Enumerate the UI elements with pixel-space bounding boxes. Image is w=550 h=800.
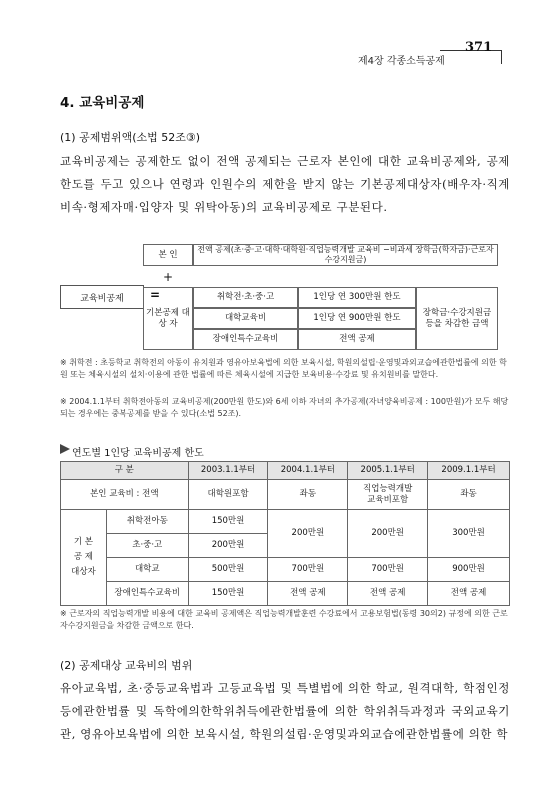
table-row [61,510,510,534]
diagram-row-type: 대학교육비 [193,308,298,329]
subsection-2-title: (2) 공제대상 교육비의 범위 [60,659,193,672]
note-2: ※ 2004.1.1부터 취학전아동의 교육비공제(200만원 한도)와 6세 이하 자녀의 추가공제(자녀양육비공제 : 100만원)가 모두 해당되는 경우에는 중복공제를 받을 수 있다(소법 52조). [60,397,509,418]
arrow-icon [60,444,70,454]
table-cell: 900만원 [428,558,510,582]
diagram-self-desc: 전액 공제(초·중·고·대학·대학원·직업능력개발 교육비 −비과세 장학금(학자금)·근로자수강지원금) [193,244,498,266]
table-cell: 700만원 [348,558,428,582]
row-label: 대학교 [106,558,188,582]
diagram-row-type: 장애인특수교육비 [193,329,298,350]
header-cell: 2003.1.1부터 [188,462,268,480]
table-cell: 전액 공제 [428,582,510,606]
row-label: 취학전아동 [106,510,188,534]
header-cell: 2009.1.1부터 [428,462,510,480]
deduction-limit-table [60,461,510,606]
row-label: 장애인특수교육비 [106,582,188,606]
table-cell: 직업능력개발 교육비포함 [348,480,428,510]
diagram-row-limit: 1인당 연 300만원 한도 [298,287,416,308]
header-cell: 2005.1.1부터 [348,462,428,480]
table-cell: 200만원 [348,510,428,558]
table-cell: 200만원 [268,510,348,558]
header-cell: 구 분 [61,462,189,480]
chapter-title: 제4장 각종소득공제 [358,56,445,67]
table-cell: 150만원 [188,510,268,534]
table-cell: 대학원포함 [188,480,268,510]
diagram-row-limit: 전액 공제 [298,329,416,350]
table-cell: 좌동 [428,480,510,510]
subsection-title: (1) 공제범위액(소법 52조③) [60,131,201,144]
diagram-dependents-label: 기본공제 대 상 자 [143,287,193,350]
table-cell: 700만원 [268,558,348,582]
paragraph-2: 유아교육법, 초·중등교육법과 고등교육법 및 특별법에 의한 학교, 원격대학, 학점인정등에관한법률 및 독학에의한학위취득에관한법률에 의한 학위취득과정과 국외교육기관, 영유아보육법에 의한 보육시설, 학원의설립·운영및과외교습에관한법률에 의한 학 [60,681,510,741]
section-title: 4. 교육비공제 [60,95,145,111]
diagram-row-limit: 1인당 연 900만원 한도 [298,308,416,329]
table-row [61,480,510,510]
diagram-plus: + [163,270,174,284]
table-header-row [61,462,510,480]
diagram-right-note: 장학금·수강지원금 등을 차감한 금액 [416,287,498,350]
table-note: ※ 근로자의 직업능력개발 비용에 대한 교육비 공제액은 직업능력개발훈련 수강료에서 고용보험법(동령 30의2) 규정에 의한 근로자수강지원금을 차감한 금액으로 한다. [60,609,508,630]
table-cell: 200만원 [188,534,268,558]
group-label: 기 본 공 제 대상자 [61,510,107,606]
header-cell: 2004.1.1부터 [268,462,348,480]
table-cell: 전액 공제 [268,582,348,606]
table-cell: 500만원 [188,558,268,582]
table-row [61,582,510,606]
row-label: 본인 교육비 : 전액 [61,480,189,510]
diagram-equals: = [150,288,161,302]
table-title: 연도별 1인당 교육비공제 한도 [72,448,204,459]
diagram-self-label: 본 인 [143,244,193,266]
diagram-left-label: 교육비공제 [60,285,144,309]
paragraph-1: 교육비공제는 공제한도 없이 전액 공제되는 근로자 본인에 대한 교육비공제와, 공제한도를 두고 있으나 연령과 인원수의 제한을 받지 않는 기본공제대상자(배우자·직계비속·형제자매·입양자 및 위탁아동)의 교육비공제로 구분된다. [60,154,510,214]
note-1: ※ 취학전 : 초등학교 취학전의 아동이 유치원과 영유아보육법에 의한 보육시설, 학원의설립·운영및과외교습에관한법률에 의한 학원 또는 체육시설의 설치·이용에 관한 법률에 따른 체육시설에 지급한 보육비용·수강료 및 유치원비를 말한다. [60,358,507,379]
table-row [61,558,510,582]
diagram-row-type: 취학전·초·중·고 [193,287,298,308]
header-rule-tick [501,50,502,64]
table-cell: 전액 공제 [348,582,428,606]
table-cell: 좌동 [268,480,348,510]
page-number: 371 [465,40,493,55]
row-label: 초·중·고 [106,534,188,558]
table-cell: 300만원 [428,510,510,558]
table-cell: 150만원 [188,582,268,606]
